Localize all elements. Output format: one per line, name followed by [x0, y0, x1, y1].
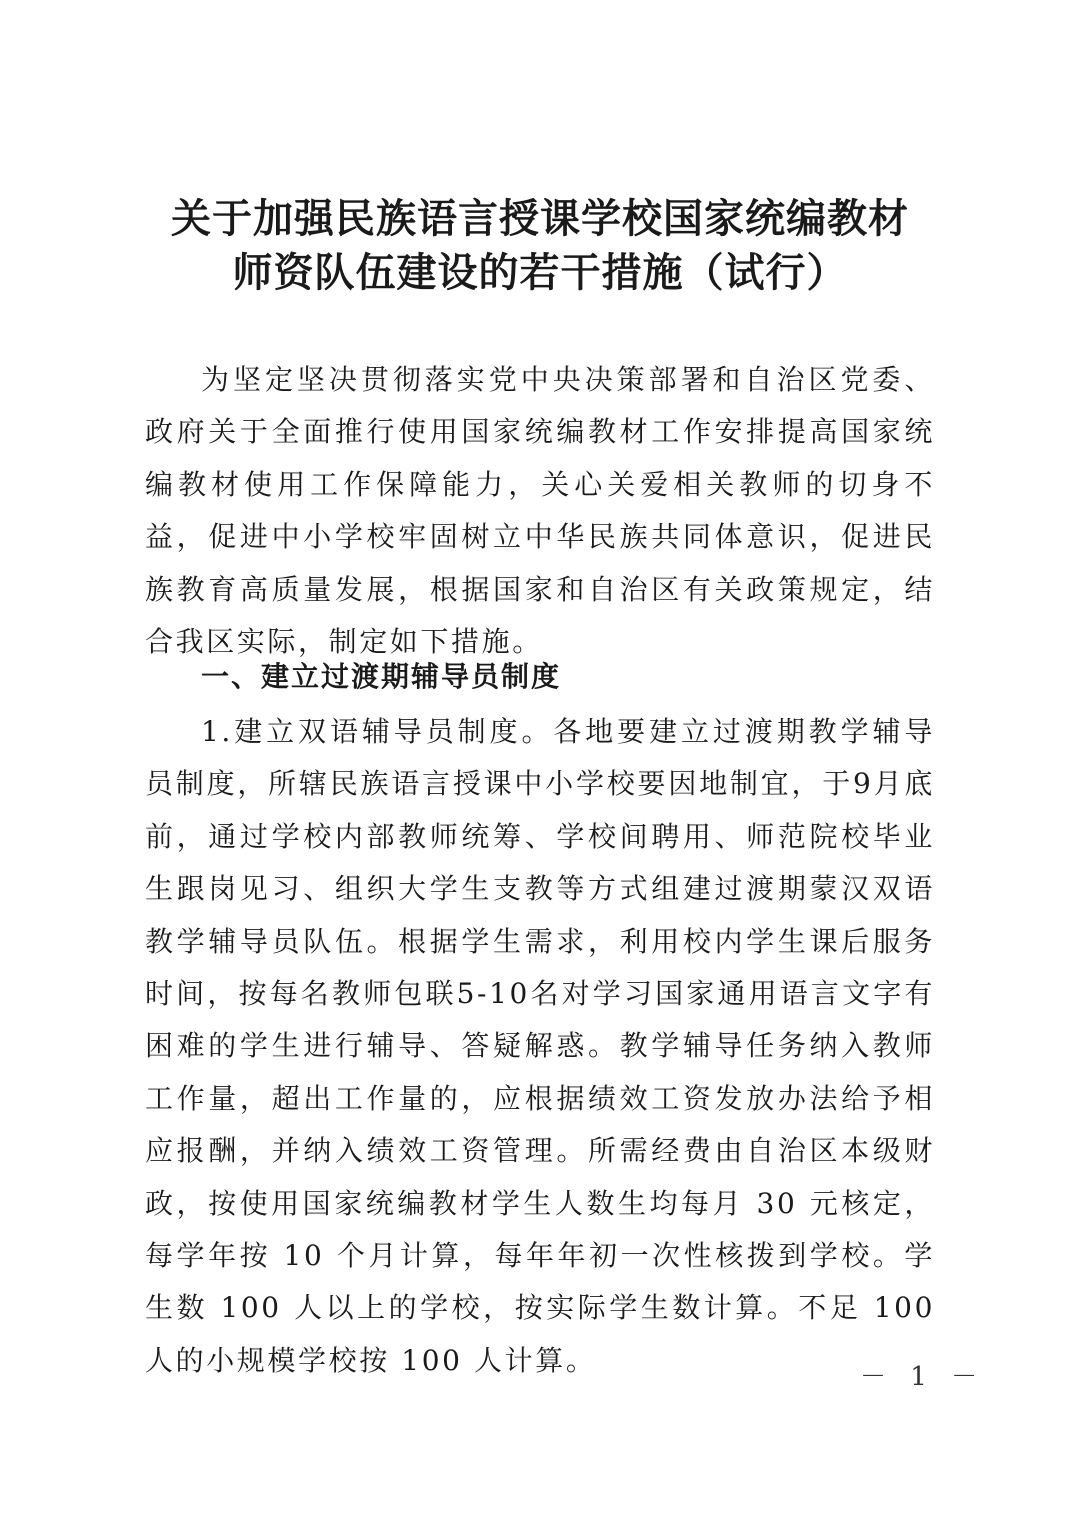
document-title-line-1: 关于加强民族语言授课学校国家统编教材: [171, 196, 909, 242]
section-1-paragraph-1: 1.建立双语辅导员制度。各地要建立过渡期教学辅导员制度，所辖民族语言授课中小学校要因地制宜，于9月底前，通过学校内部教师统筹、学校间聘用、师范院校毕业生跟岗见习、组织大学生支教等方式组建过渡期蒙汉双语教学辅导员队伍。根据学生需求，利用校内学生课后服务时间，按每名教师包联5-10名对学习国家通用语言文字有困难的学生进行辅导、答疑解惑。教学辅导任务纳入教师工作量，超出工作量的，应根据绩效工资发放办法给予相应报酬，并纳入绩效工资管理。所需经费由自治区本级财政，按使用国家统编教材学生人数生均每月 30 元核定，每学年按 10 个月计算，每年年初一次性核拨到学校。学生数 100 人以上的学校，按实际学生数计算。不足 100 人的小规模学校按 100 人计算。: [145, 715, 935, 1377]
document-title-line-2: 师资队伍建设的若干措施（试行）: [232, 250, 848, 296]
page-number: － 1 －: [860, 1362, 986, 1392]
section-1-heading: 一、建立过渡期辅导员制度: [201, 660, 562, 693]
intro-paragraph: 为坚定坚决贯彻落实党中央决策部署和自治区党委、政府关于全面推行使用国家统编教材工作安排提高国家统编教材使用工作保障能力，关心关爱相关教师的切身不益，促进中小学校牢固树立中华民族共同体意识，促进民族教育高质量发展，根据国家和自治区有关政策规定，结合我区实际，制定如下措施。: [145, 363, 935, 659]
